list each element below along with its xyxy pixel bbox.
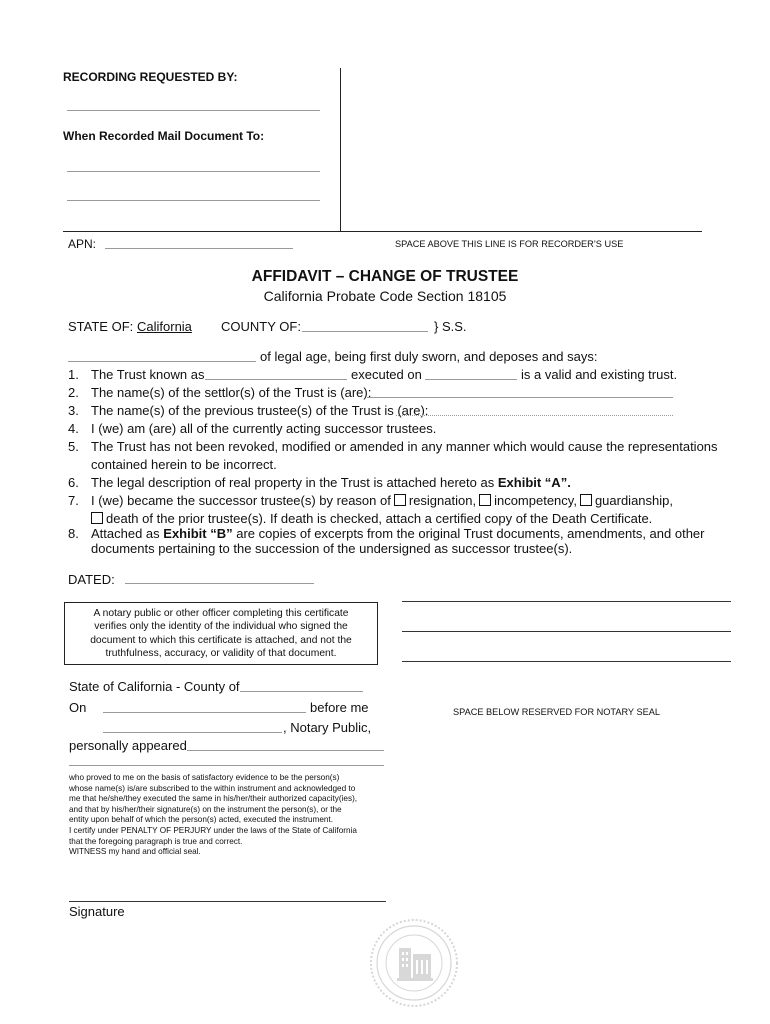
item-number: 2. [68,385,79,400]
item-number: 7. [68,493,79,508]
notary-before-me: before me [310,700,369,715]
notary-name-field[interactable] [103,732,282,733]
state-label: STATE OF: [68,319,134,334]
watermark-seal-icon [369,918,459,1008]
ss-marker: } S.S. [434,319,467,334]
header-divider-vertical [340,68,341,231]
notary-on-label: On [69,700,87,715]
item-8-text [91,526,705,541]
item-2-text: The name(s) of the settlor(s) of the Trust is (are): [91,385,372,400]
trustee-signature-line-1[interactable] [402,601,731,602]
trustee-signature-line-2[interactable] [402,631,731,632]
trustee-signature-line-3[interactable] [402,661,731,662]
recording-requested-label: RECORDING REQUESTED BY: [63,70,238,84]
item-1-text-c: is a valid and existing trust. [521,367,678,382]
header-divider-horizontal [63,231,702,232]
notary-state-county-label: State of California - County of [69,679,240,694]
item-8-text-a: Attached as [91,526,160,541]
recorder-use-note: SPACE ABOVE THIS LINE IS FOR RECORDER’S USE [395,239,624,249]
notary-signature-line[interactable] [69,901,386,902]
settlor-names-field[interactable] [367,397,673,398]
item-5-text-a: The Trust has not been revoked, modified or amended in any manner which would cause the representations [91,439,718,454]
item-number: 4. [68,421,79,436]
notary-acknowledgment [69,773,399,858]
item-5-text-b: contained herein to be incorrect. [91,457,277,472]
trust-date-field[interactable] [425,379,517,380]
state-value: California [137,319,192,334]
trust-name-field[interactable] [205,379,347,380]
resignation-checkbox[interactable] [394,494,406,506]
notary-notice-line-4: truthfulness, accuracy, or validity of that document. [105,648,337,660]
ack-line-8: WITNESS my hand and official seal. [69,847,201,857]
ack-line-2: whose name(s) is/are subscribed to the within instrument and acknowledged to [69,783,356,793]
signature-label: Signature [69,904,125,919]
ack-line-7: that the foregoing paragraph is true and correct. [69,836,243,846]
item-4-text: I (we) am (are) all of the currently acting successor trustees. [91,421,437,436]
guardianship-checkbox[interactable] [580,494,592,506]
intro-text: of legal age, being first duly sworn, and deposes and says: [260,349,598,364]
document-subtitle: California Probate Code Section 18105 [263,288,507,304]
ack-line-3: me that he/she/they executed the same in his/her/their authorized capacity(ies), [69,794,358,804]
incompetency-checkbox[interactable] [479,494,491,506]
apn-label: APN: [68,237,97,251]
mail-to-field-2[interactable] [67,200,320,201]
exhibit-a-ref: Exhibit “A”. [497,475,571,490]
personally-appeared-field[interactable] [187,750,384,751]
county-field[interactable] [302,331,428,332]
notary-notice-line-2: verifies only the identity of the individual who signed the [94,621,348,633]
item-number: 6. [68,475,79,490]
notary-notice-line-1: A notary public or other officer completing this certificate [93,608,349,619]
death-checkbox[interactable] [91,512,103,524]
ack-line-1: who proved to me on the basis of satisfactory evidence to be the person(s) [69,773,340,782]
county-label: COUNTY OF: [221,319,301,334]
item-7-text-a: I (we) became the successor trustee(s) by reason of [91,493,391,508]
item-7-death-line [88,511,652,526]
affiant-name-field[interactable] [68,361,256,362]
item-1-text-b: executed on [351,367,422,382]
exhibit-b-ref: Exhibit “B” [163,526,233,541]
item-6-text-a: The legal description of real property in the Trust is attached hereto as [91,475,495,490]
notary-county-field[interactable] [240,691,363,692]
personally-appeared-label: personally appeared [69,738,187,753]
item-number: 8. [68,526,79,541]
dated-label: DATED: [68,572,115,587]
resignation-label: resignation, [408,493,477,508]
personally-appeared-field-2[interactable] [69,765,384,766]
notary-notice-line-3: document to which this certificate is attached, and not the [90,634,352,646]
notary-seal-note: SPACE BELOW RESERVED FOR NOTARY SEAL [453,707,660,717]
mail-document-to-label: When Recorded Mail Document To: [63,129,265,143]
item-6-text [91,475,571,490]
item-number: 3. [68,403,79,418]
item-1-text-a: The Trust known as [91,367,205,382]
ack-line-5: entity upon behalf of which the person(s) acted, executed the instrument. [69,815,333,825]
document-title: AFFIDAVIT – CHANGE OF TRUSTEE [251,268,519,285]
item-7-text [91,493,673,508]
notary-notice-box [64,602,378,665]
guardianship-label: guardianship, [594,493,673,508]
item-number: 5. [68,439,79,454]
incompetency-label: incompetency, [494,493,577,508]
item-8-text-c: are copies of excerpts from the original Trust documents, amendments, and other [236,526,705,541]
recording-requested-field[interactable] [67,110,320,111]
item-number: 1. [68,367,79,382]
dated-field[interactable] [125,583,314,584]
previous-trustee-field[interactable] [396,415,673,416]
death-label: death of the prior trustee(s). If death is checked, attach a certified copy of the Death Certificate. [106,511,653,526]
mail-to-field-1[interactable] [67,171,320,172]
item-3-text: The name(s) of the previous trustee(s) of the Trust is (are): [91,403,429,418]
ack-line-4: and that by his/her/their signature(s) on the instrument the person(s), or the [69,804,342,814]
notary-public-label: , Notary Public, [283,720,372,735]
item-8-text-d: documents pertaining to the succession of the undersigned as successor trustee(s). [91,541,573,556]
ack-line-6: I certify under PENALTY OF PERJURY under the laws of the State of California [69,825,357,835]
apn-field[interactable] [105,248,293,249]
notary-date-field[interactable] [103,712,306,713]
